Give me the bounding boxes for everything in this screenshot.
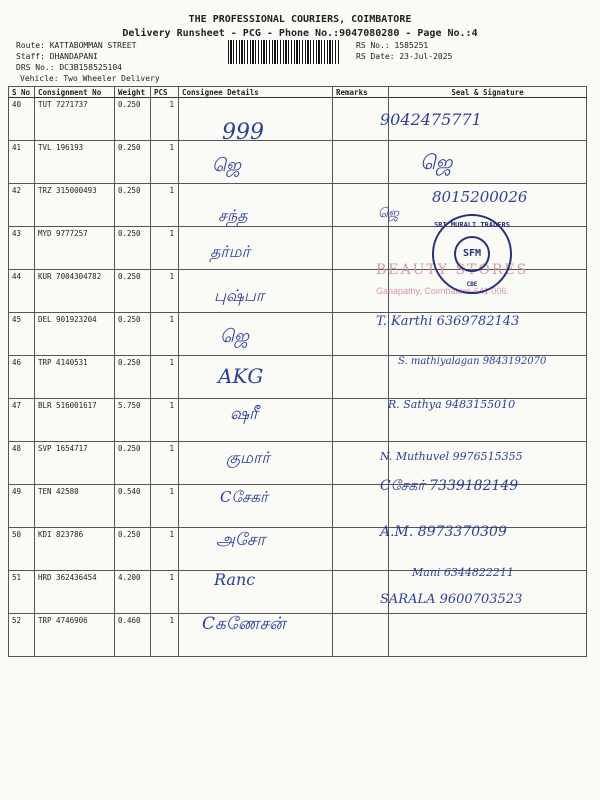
row-sno: 49 [9, 485, 35, 528]
shop-stamp-name: BEAUTY STORES [376, 262, 529, 278]
company-title: THE PROFESSIONAL COURIERS, COIMBATORE [188, 14, 412, 25]
row-pcs: 1 [151, 227, 179, 270]
handwritten-name: AKG [218, 364, 264, 388]
row-weight: 0.460 [115, 614, 151, 657]
row-pcs: 1 [151, 614, 179, 657]
row-pcs: 1 [151, 184, 179, 227]
row-sno: 43 [9, 227, 35, 270]
col-header: PCS [151, 87, 179, 98]
table-header-row [9, 87, 587, 98]
row-remarks [333, 399, 389, 442]
table-row [9, 141, 587, 184]
row-sno: 45 [9, 313, 35, 356]
handwritten-name: ஜெ [212, 155, 242, 176]
row-weight: 0.250 [115, 442, 151, 485]
row-weight: 0.250 [115, 98, 151, 141]
row-sno: 47 [9, 399, 35, 442]
signature: T. Karthi 6369782143 [376, 314, 520, 329]
table-row [9, 614, 587, 657]
row-sno: 40 [9, 98, 35, 141]
row-weight: 0.250 [115, 270, 151, 313]
row-consignee-details [179, 184, 333, 227]
row-consignee-details [179, 227, 333, 270]
handwritten-name: அசோ [216, 530, 266, 550]
row-consignment-no: TVL 196193 [35, 141, 115, 184]
handwritten-name: 999 [222, 120, 264, 145]
row-sno: 50 [9, 528, 35, 571]
row-consignment-no: KUR 7004304782 [35, 270, 115, 313]
signature: 9042475771 [380, 110, 482, 129]
handwritten-name: தர்மர் [210, 242, 251, 261]
signature: Cசேகர் 7339182149 [380, 478, 519, 494]
seal-city-text: CBE [466, 281, 478, 288]
row-sno: 44 [9, 270, 35, 313]
table-row [9, 98, 587, 141]
vehicle-label: Vehicle: Two Wheeler Delivery [20, 74, 160, 83]
row-consignee-details [179, 141, 333, 184]
signature: S. mathiyalagan 9843192070 [398, 356, 547, 367]
row-sno: 48 [9, 442, 35, 485]
row-pcs: 1 [151, 270, 179, 313]
row-pcs: 1 [151, 313, 179, 356]
handwritten-name: Ranc [214, 570, 256, 589]
handwritten-name: Cசேகர் [220, 488, 268, 506]
handwritten-name: ஷரீ [230, 404, 258, 424]
row-pcs: 1 [151, 399, 179, 442]
row-weight: 4.200 [115, 571, 151, 614]
row-weight: 5.750 [115, 399, 151, 442]
row-remarks [333, 141, 389, 184]
runsheet-title: Delivery Runsheet - PCG - Phone No.:9047080280 - Page No.:4 [122, 28, 478, 39]
row-weight: 0.540 [115, 485, 151, 528]
seal-inner-text: SFM [454, 236, 490, 272]
row-sno: 46 [9, 356, 35, 399]
col-header: S No [9, 87, 35, 98]
row-seal-signature [389, 141, 587, 184]
row-remarks [333, 614, 389, 657]
staff-label: Staff: DHANDAPANI [16, 52, 98, 61]
row-weight: 0.250 [115, 227, 151, 270]
row-consignment-no: TRP 4140531 [35, 356, 115, 399]
handwritten-name: Cகணேசன் [202, 614, 286, 634]
route-label: Route: KATTABOMMAN STREET [16, 41, 137, 50]
row-weight: 0.250 [115, 356, 151, 399]
handwritten-name: சந்த [218, 206, 248, 225]
signature: R. Sathya 9483155010 [388, 398, 516, 411]
rs-number: RS No.: 1585251 [356, 41, 429, 50]
row-consignee-details [179, 571, 333, 614]
row-pcs: 1 [151, 485, 179, 528]
handwritten-name: ஜெ [220, 326, 250, 347]
round-seal-stamp [432, 214, 512, 294]
row-consignment-no: MYD 9777257 [35, 227, 115, 270]
row-consignment-no: SVP 1654717 [35, 442, 115, 485]
row-sno: 51 [9, 571, 35, 614]
row-consignment-no: TRP 4746906 [35, 614, 115, 657]
handwritten-name: குமார் [226, 448, 270, 467]
row-sno: 52 [9, 614, 35, 657]
col-header: Seal & Signature [389, 87, 587, 98]
row-consignment-no: TUT 7271737 [35, 98, 115, 141]
row-consignment-no: KDI 823786 [35, 528, 115, 571]
seal-outer-text: SRI MURALI TRADERS [434, 221, 510, 229]
signature: N. Muthuvel 9976515355 [380, 450, 523, 463]
row-consignment-no: HRD 362436454 [35, 571, 115, 614]
col-header: Consignee Details [179, 87, 333, 98]
row-consignment-no: DEL 901923204 [35, 313, 115, 356]
row-pcs: 1 [151, 141, 179, 184]
rs-date: RS Date: 23-Jul-2025 [356, 52, 453, 61]
col-header: Remarks [333, 87, 389, 98]
row-pcs: 1 [151, 571, 179, 614]
row-pcs: 1 [151, 98, 179, 141]
row-seal-signature [389, 614, 587, 657]
row-weight: 0.250 [115, 313, 151, 356]
signature: SARALA 9600703523 [380, 592, 523, 607]
signature: 8015200026 [432, 188, 528, 206]
row-sno: 42 [9, 184, 35, 227]
col-header: Weight [115, 87, 151, 98]
barcode [228, 40, 340, 64]
row-pcs: 1 [151, 442, 179, 485]
row-pcs: 1 [151, 528, 179, 571]
row-weight: 0.250 [115, 528, 151, 571]
shop-stamp-address: Ganapathy, Coimbatore-641 006. [376, 286, 509, 296]
row-pcs: 1 [151, 356, 179, 399]
row-weight: 0.250 [115, 184, 151, 227]
col-header: Consignment No [35, 87, 115, 98]
handwritten-name: புஷ்பா [214, 286, 265, 305]
row-consignment-no: BLR 516001617 [35, 399, 115, 442]
row-consignment-no: TEN 42580 [35, 485, 115, 528]
row-sno: 41 [9, 141, 35, 184]
signature: Mani 6344822211 [412, 566, 514, 579]
row-consignment-no: TRZ 315000493 [35, 184, 115, 227]
row-consignee-details [179, 313, 333, 356]
row-remarks [333, 356, 389, 399]
drs-number: DRS No.: DC3B158525104 [16, 63, 122, 72]
signature: ஜெ [378, 206, 399, 221]
signature: A.M. 8973370309 [380, 524, 507, 540]
row-weight: 0.250 [115, 141, 151, 184]
signature: ஜெ [420, 150, 453, 174]
